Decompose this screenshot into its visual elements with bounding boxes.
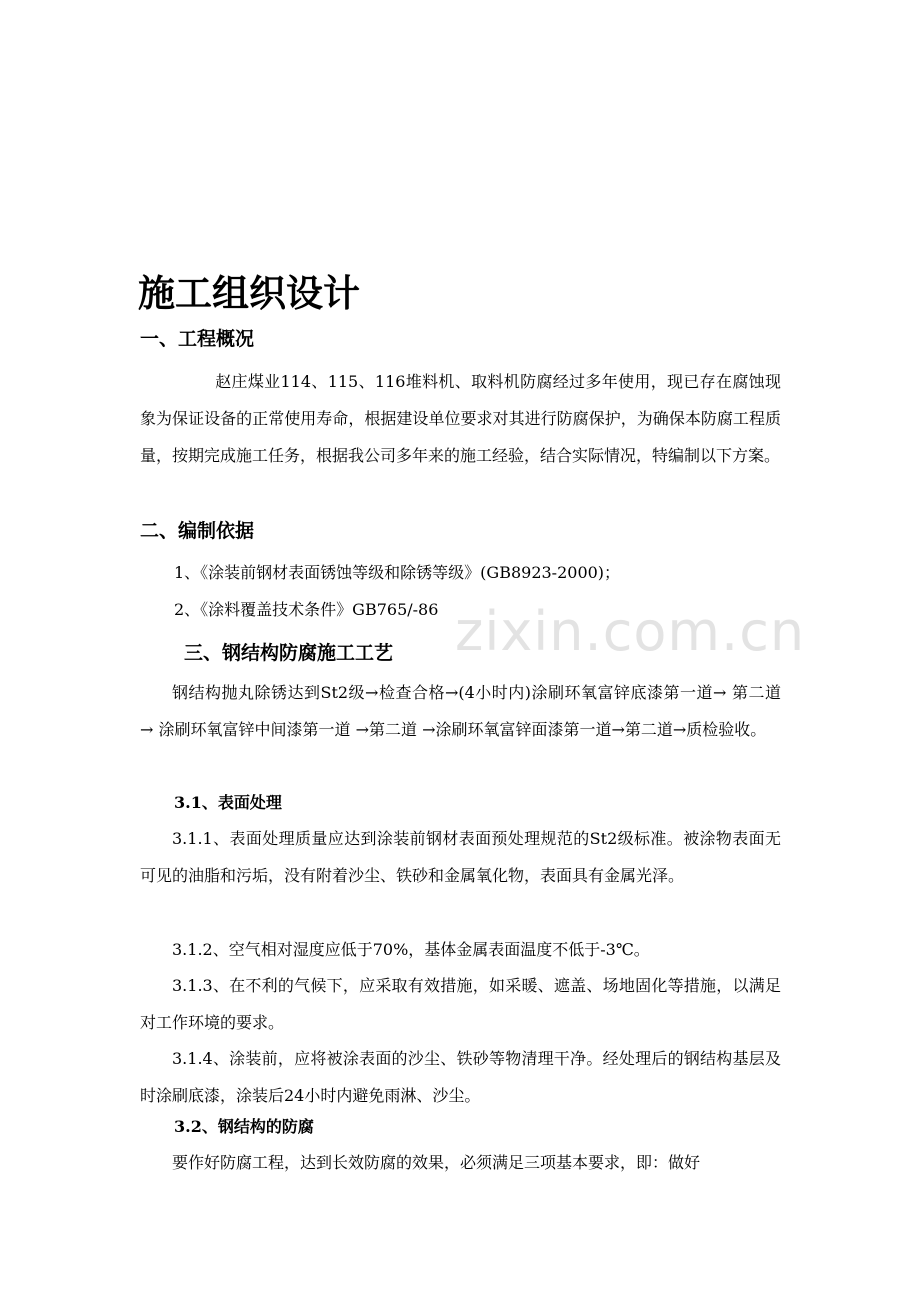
basis-item-1: 1、《涂装前钢材表面锈蚀等级和除锈等级》(GB8923-2000)；	[174, 563, 621, 582]
section-heading-process: 三、钢结构防腐施工工艺	[184, 642, 394, 664]
section-heading-basis: 二、编制依据	[140, 520, 255, 542]
paragraph-process-flow: 钢结构抛丸除锈达到St2级→检查合格→(4小时内)涂刷环氧富锌底漆第一道→ 第二道 → 涂刷环氧富锌中间漆第一道 →第二道 →涂刷环氧富锌面漆第一道→第二道→质检验收。	[140, 683, 781, 739]
paragraph-3-1-3: 3.1.3、在不利的气候下，应采取有效措施，如采暖、遮盖、场地固化等措施，以满足对工作环境的要求。	[140, 976, 781, 1032]
watermark: zixin.com.cn	[455, 600, 806, 663]
subsection-heading-surface: 3.1、表面处理	[174, 793, 282, 812]
subsection-heading-anticorrosion: 3.2、钢结构的防腐	[174, 1117, 314, 1136]
section-heading-overview: 一、工程概况	[140, 328, 255, 350]
paragraph-overview: 赵庄煤业114、115、116堆料机、取料机防腐经过多年使用，现已存在腐蚀现象为保证设备的正常使用寿命，根据建设单位要求对其进行防腐保护，为确保本防腐工程质量，按期完成施工任务，根据我公司多年来的施工经验，结合实际情况，特编制以下方案。	[140, 372, 781, 465]
paragraph-3-1-4: 3.1.4、涂装前，应将被涂表面的沙尘、铁砂等物清理干净。经处理后的钢结构基层及时涂刷底漆，涂装后24小时内避免雨淋、沙尘。	[140, 1049, 781, 1105]
paragraph-3-2: 要作好防腐工程，达到长效防腐的效果，必须满足三项基本要求，即：做好	[172, 1153, 701, 1172]
document-title: 施工组织设计	[138, 271, 360, 315]
paragraph-3-1-1: 3.1.1、表面处理质量应达到涂装前钢材表面预处理规范的St2级标准。被涂物表面无可见的油脂和污垢，没有附着沙尘、铁砂和金属氧化物，表面具有金属光泽。	[140, 829, 781, 885]
paragraph-3-1-2: 3.1.2、空气相对湿度应低于70%，基体金属表面温度不低于-3℃。	[172, 940, 650, 959]
basis-item-2: 2、《涂料覆盖技术条件》GB765/-86	[174, 600, 439, 619]
